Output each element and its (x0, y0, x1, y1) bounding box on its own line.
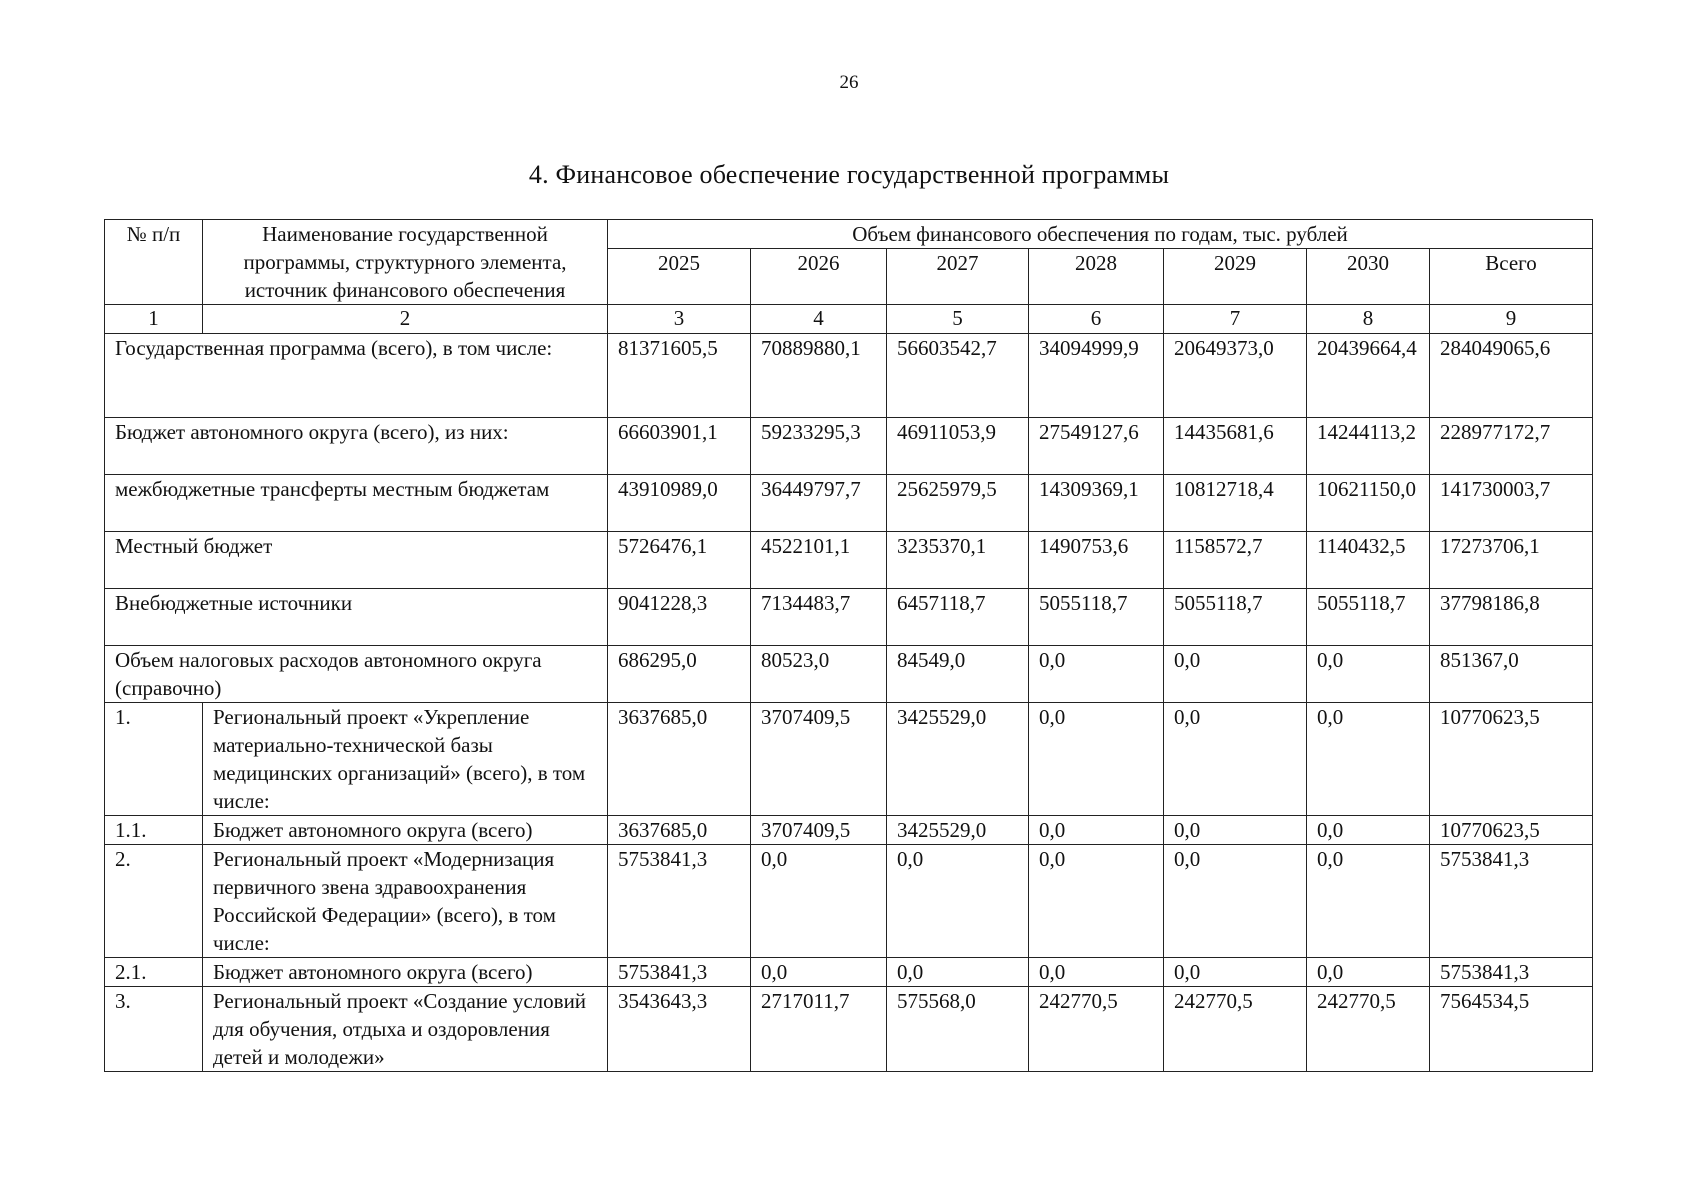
table-row (105, 475, 1593, 532)
row-year-value: 10621150,0 (1307, 475, 1430, 532)
row-year-value: 3425529,0 (887, 816, 1029, 845)
row-year-value: 5753841,3 (608, 845, 751, 958)
table-row (105, 703, 1593, 816)
row-total-value: 37798186,8 (1430, 589, 1593, 646)
row-year-value: 1158572,7 (1164, 532, 1307, 589)
row-year-value: 0,0 (1029, 816, 1164, 845)
row-year-value: 10812718,4 (1164, 475, 1307, 532)
row-year-value: 0,0 (1164, 646, 1307, 703)
row-total-value: 10770623,5 (1430, 703, 1593, 816)
row-total-value: 17273706,1 (1430, 532, 1593, 589)
row-year-value: 242770,5 (1029, 987, 1164, 1072)
header-year: 2030 (1307, 249, 1430, 305)
row-year-value: 0,0 (1307, 845, 1430, 958)
row-name: Объем налоговых расходов автономного округа (справочно) (105, 646, 608, 703)
row-name: Внебюджетные источники (105, 589, 608, 646)
row-year-value: 3235370,1 (887, 532, 1029, 589)
header-row (105, 220, 1593, 249)
row-year-value: 5726476,1 (608, 532, 751, 589)
row-total-value: 284049065,6 (1430, 334, 1593, 418)
table-row (105, 418, 1593, 475)
row-year-value: 5055118,7 (1164, 589, 1307, 646)
row-year-value: 14435681,6 (1164, 418, 1307, 475)
row-total-value: 10770623,5 (1430, 816, 1593, 845)
row-year-value: 0,0 (1164, 958, 1307, 987)
row-year-value: 3707409,5 (751, 816, 887, 845)
row-total-value: 7564534,5 (1430, 987, 1593, 1072)
row-name: Государственная программа (всего), в том числе: (105, 334, 608, 418)
row-year-value: 0,0 (887, 845, 1029, 958)
row-number: 2. (105, 845, 203, 958)
financing-table (104, 219, 1593, 1072)
row-year-value: 36449797,7 (751, 475, 887, 532)
row-year-value: 56603542,7 (887, 334, 1029, 418)
row-year-value: 3637685,0 (608, 816, 751, 845)
row-year-value: 20649373,0 (1164, 334, 1307, 418)
row-year-value: 6457118,7 (887, 589, 1029, 646)
row-name: Региональный проект «Модернизация первичного звена здравоохранения Российской Федерации» (всего), в том числе: (203, 845, 608, 958)
row-year-value: 9041228,3 (608, 589, 751, 646)
row-year-value: 0,0 (1307, 816, 1430, 845)
row-year-value: 25625979,5 (887, 475, 1029, 532)
row-year-value: 0,0 (887, 958, 1029, 987)
column-number: 1 (105, 305, 203, 334)
table-row (105, 334, 1593, 418)
column-number: 5 (887, 305, 1029, 334)
row-number: 1.1. (105, 816, 203, 845)
row-total-value: 5753841,3 (1430, 958, 1593, 987)
table-row (105, 646, 1593, 703)
row-number: 2.1. (105, 958, 203, 987)
row-year-value: 5055118,7 (1029, 589, 1164, 646)
row-name: Бюджет автономного округа (всего), из них: (105, 418, 608, 475)
column-number: 7 (1164, 305, 1307, 334)
header-year: 2029 (1164, 249, 1307, 305)
table-row (105, 589, 1593, 646)
column-number: 4 (751, 305, 887, 334)
row-year-value: 27549127,6 (1029, 418, 1164, 475)
column-number: 8 (1307, 305, 1430, 334)
row-year-value: 0,0 (1029, 958, 1164, 987)
document-title: 4. Финансовое обеспечение государственной программы (528, 160, 1170, 189)
row-year-value: 81371605,5 (608, 334, 751, 418)
row-year-value: 3637685,0 (608, 703, 751, 816)
column-number: 9 (1430, 305, 1593, 334)
row-name: Региональный проект «Укрепление материально-технической базы медицинских организаций» (всего), в том числе: (203, 703, 608, 816)
row-year-value: 84549,0 (887, 646, 1029, 703)
row-year-value: 80523,0 (751, 646, 887, 703)
header-year: 2026 (751, 249, 887, 305)
row-total-value: 141730003,7 (1430, 475, 1593, 532)
row-year-value: 1140432,5 (1307, 532, 1430, 589)
header-name: Наименование государственной программы, структурного элемента, источник финансового обеспечения (203, 220, 608, 305)
row-name: межбюджетные трансферты местным бюджетам (105, 475, 608, 532)
row-name: Бюджет автономного округа (всего) (203, 958, 608, 987)
row-year-value: 0,0 (1164, 845, 1307, 958)
row-year-value: 14309369,1 (1029, 475, 1164, 532)
header-year: 2028 (1029, 249, 1164, 305)
row-year-value: 4522101,1 (751, 532, 887, 589)
table-row (105, 532, 1593, 589)
row-name: Региональный проект «Создание условий для обучения, отдыха и оздоровления детей и молодежи» (203, 987, 608, 1072)
row-year-value: 5055118,7 (1307, 589, 1430, 646)
row-year-value: 686295,0 (608, 646, 751, 703)
row-year-value: 242770,5 (1164, 987, 1307, 1072)
row-year-value: 34094999,9 (1029, 334, 1164, 418)
row-year-value: 0,0 (1029, 703, 1164, 816)
row-year-value: 3543643,3 (608, 987, 751, 1072)
table-row (105, 958, 1593, 987)
row-year-value: 0,0 (1164, 816, 1307, 845)
column-number: 6 (1029, 305, 1164, 334)
column-numbers-row (105, 305, 1593, 334)
row-year-value: 0,0 (1307, 958, 1430, 987)
row-year-value: 0,0 (1029, 845, 1164, 958)
row-year-value: 0,0 (1029, 646, 1164, 703)
row-name: Местный бюджет (105, 532, 608, 589)
header-number: № п/п (105, 220, 203, 305)
row-year-value: 70889880,1 (751, 334, 887, 418)
row-year-value: 5753841,3 (608, 958, 751, 987)
row-number: 3. (105, 987, 203, 1072)
row-year-value: 59233295,3 (751, 418, 887, 475)
header-year: 2027 (887, 249, 1029, 305)
row-total-value: 5753841,3 (1430, 845, 1593, 958)
row-year-value: 66603901,1 (608, 418, 751, 475)
row-year-value: 43910989,0 (608, 475, 751, 532)
row-total-value: 851367,0 (1430, 646, 1593, 703)
row-total-value: 228977172,7 (1430, 418, 1593, 475)
row-year-value: 242770,5 (1307, 987, 1430, 1072)
column-number: 2 (203, 305, 608, 334)
row-number: 1. (105, 703, 203, 816)
row-year-value: 0,0 (751, 845, 887, 958)
row-year-value: 20439664,4 (1307, 334, 1430, 418)
row-year-value: 0,0 (1307, 703, 1430, 816)
table-row (105, 816, 1593, 845)
row-name: Бюджет автономного округа (всего) (203, 816, 608, 845)
row-year-value: 3425529,0 (887, 703, 1029, 816)
row-year-value: 46911053,9 (887, 418, 1029, 475)
row-year-value: 3707409,5 (751, 703, 887, 816)
row-year-value: 575568,0 (887, 987, 1029, 1072)
header-group: Объем финансового обеспечения по годам, тыс. рублей (608, 220, 1593, 249)
table-row (105, 987, 1593, 1072)
row-year-value: 1490753,6 (1029, 532, 1164, 589)
header-year: 2025 (608, 249, 751, 305)
row-year-value: 14244113,2 (1307, 418, 1430, 475)
row-year-value: 0,0 (1164, 703, 1307, 816)
table-row (105, 845, 1593, 958)
row-year-value: 0,0 (751, 958, 887, 987)
column-number: 3 (608, 305, 751, 334)
row-year-value: 0,0 (1307, 646, 1430, 703)
page-number: 26 (839, 72, 859, 93)
row-year-value: 2717011,7 (751, 987, 887, 1072)
header-total: Всего (1430, 249, 1593, 305)
row-year-value: 7134483,7 (751, 589, 887, 646)
